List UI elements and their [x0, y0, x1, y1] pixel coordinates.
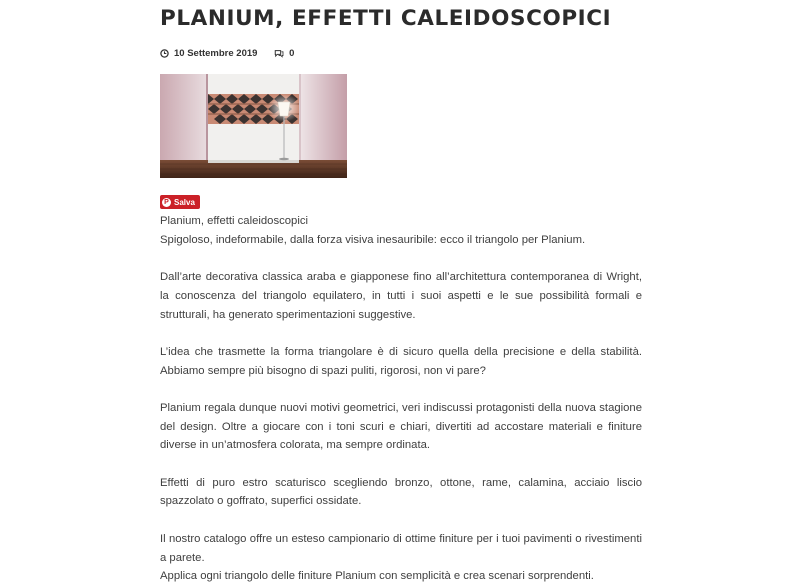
post-title[interactable]: PLANIUM, EFFETTI CALEIDOSCOPICI	[160, 6, 612, 31]
pinterest-icon: P	[162, 198, 171, 207]
comments-icon	[274, 49, 284, 58]
pinterest-save-button[interactable]	[160, 195, 200, 209]
paragraph: Dall’arte decorativa classica araba e giapponese fino all’architettura contemporanea di Wright, la conoscenza del triangolo equilatero, in tutti i suoi aspetti e le sue possibilità formali e strutturali, ha generato sperimentazioni suggestive.	[160, 271, 642, 321]
clock-icon	[160, 49, 169, 58]
paragraph: Il nostro catalogo offre un esteso campionario di ottime finiture per i tuoi pavimenti o rivestimenti a parete.	[160, 532, 642, 564]
article-body	[160, 212, 642, 586]
comment-count: 0	[289, 48, 295, 59]
paragraph: Applica ogni triangolo delle finiture Planium con semplicità e crea scenari sorprendenti.	[160, 570, 594, 583]
post-meta	[160, 48, 294, 61]
paragraph: Planium regala dunque nuovi motivi geometrici, veri indiscussi protagonisti della nuova stagione del design. Oltre a giocare con i toni scuri e chiari, divertiti ad accostare materiali e finiture diverse in un’atmosfera colorata, ma sempre ordinata.	[160, 401, 642, 452]
post-date-text: 10 Settembre 2019	[174, 48, 258, 59]
post-date	[160, 48, 257, 59]
paragraph: L’idea che trasmette la forma triangolare è di sicuro quella della precisione e della stabilità. Abbiamo sempre più bisogno di spazi puliti, rigorosi, non vi pare?	[160, 345, 642, 377]
featured-image[interactable]	[160, 74, 347, 178]
post-comments[interactable]	[274, 48, 294, 59]
paragraph: Spigoloso, indeformabile, dalla forza visiva inesauribile: ecco il triangolo per Planium.	[160, 233, 586, 246]
pinterest-save-label: Salva	[174, 197, 195, 207]
paragraph: Planium, effetti caleidoscopici	[160, 215, 308, 227]
paragraph: Effetti di puro estro scaturisco scegliendo bronzo, ottone, rame, calamina, acciaio liscio spazzolato o goffrato, superfici ossidate.	[160, 476, 642, 508]
